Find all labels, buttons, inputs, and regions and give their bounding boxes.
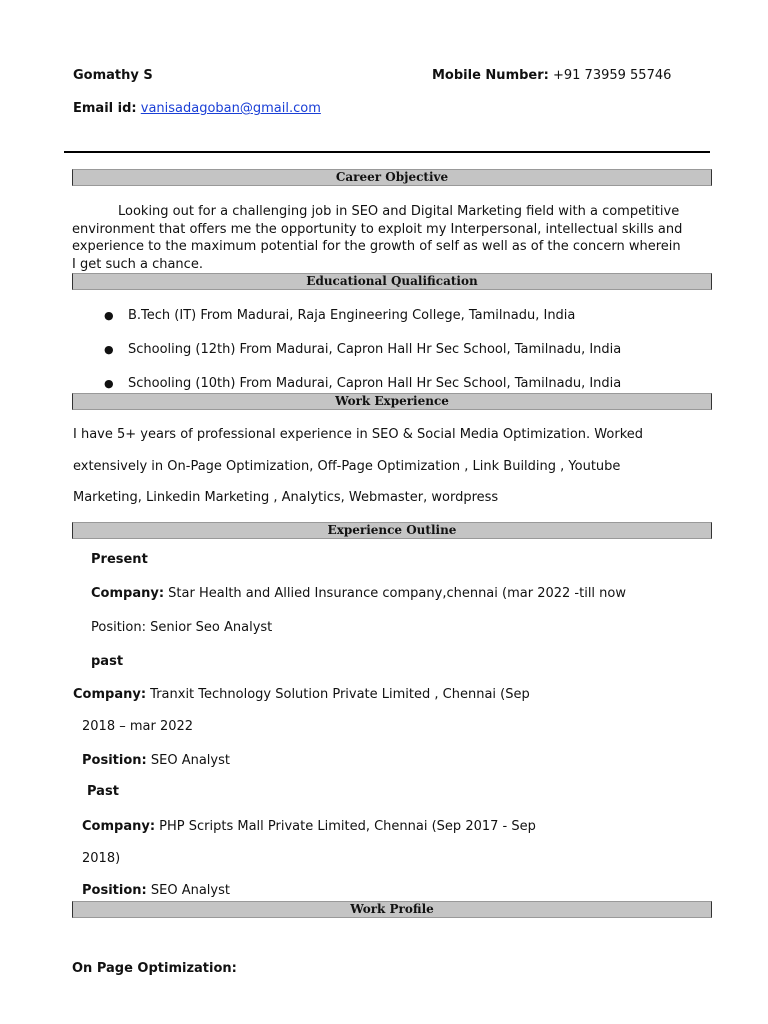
bullet-icon: ●: [104, 309, 114, 322]
position-label: Position:: [82, 883, 147, 898]
company-name: PHP Scripts Mall Private Limited, Chennai (Sep 2017 - Sep: [159, 819, 536, 834]
work-experience-line: extensively in On-Page Optimization, Off-Page Optimization , Link Building , Youtube: [73, 459, 621, 474]
mobile-value: +91 73959 55746: [552, 68, 672, 83]
candidate-name: Gomathy S: [73, 68, 153, 83]
section-heading-experience-outline: Experience Outline: [72, 522, 712, 539]
period-label: Past: [87, 784, 119, 799]
education-item: Schooling (12th) From Madurai, Capron Hall Hr Sec School, Tamilnadu, India: [128, 342, 622, 357]
company-line: [82, 819, 536, 834]
company-label: Company:: [73, 687, 147, 702]
position-line: [82, 753, 230, 768]
position-value: SEO Analyst: [150, 883, 230, 898]
email-link[interactable]: vanisadagoban@gmail.com: [140, 101, 321, 116]
period-label: past: [91, 654, 124, 669]
mobile-label: Mobile Number:: [432, 68, 549, 83]
company-dates: 2018): [82, 851, 121, 866]
company-line: [91, 586, 626, 601]
position-line: [82, 883, 230, 898]
mobile-number: [432, 68, 671, 83]
bullet-icon: ●: [104, 377, 114, 390]
section-heading-work-profile: Work Profile: [72, 901, 712, 918]
email-label: Email id:: [73, 101, 137, 116]
education-item: B.Tech (IT) From Madurai, Raja Engineering College, Tamilnadu, India: [128, 308, 576, 323]
company-name: Tranxit Technology Solution Private Limited , Chennai (Sep: [150, 687, 530, 702]
education-item: Schooling (10th) From Madurai, Capron Hall Hr Sec School, Tamilnadu, India: [128, 376, 622, 391]
work-experience-line: I have 5+ years of professional experience in SEO & Social Media Optimization. Worked: [73, 427, 644, 442]
period-label: Present: [91, 552, 148, 567]
bullet-icon: ●: [104, 343, 114, 356]
position-line: Position: Senior Seo Analyst: [91, 620, 273, 635]
company-label: Company:: [91, 586, 165, 601]
company-dates: 2018 – mar 2022: [82, 719, 194, 734]
work-experience-line: Marketing, Linkedin Marketing , Analytics, Webmaster, wordpress: [73, 490, 499, 505]
company-line: [73, 687, 530, 702]
company-name: Star Health and Allied Insurance company,chennai (mar 2022 -till now: [168, 586, 626, 601]
company-label: Company:: [82, 819, 156, 834]
position-label: Position:: [82, 753, 147, 768]
section-heading-education: Educational Qualification: [72, 273, 712, 290]
section-heading-career-objective: Career Objective: [72, 169, 712, 186]
work-profile-subheading: On Page Optimization:: [72, 961, 237, 976]
email: [73, 101, 321, 116]
career-objective-text: Looking out for a challenging job in SEO and Digital Marketing field with a competitive environment that offers me the opportunity to exploit my Interpersonal, intellectual skills and experience to the maximum potential for the growth of self as well as of the concern wherein I get such a chance.: [72, 204, 683, 272]
header-divider: [64, 151, 710, 153]
position-value: SEO Analyst: [150, 753, 230, 768]
section-heading-work-experience: Work Experience: [72, 393, 712, 410]
